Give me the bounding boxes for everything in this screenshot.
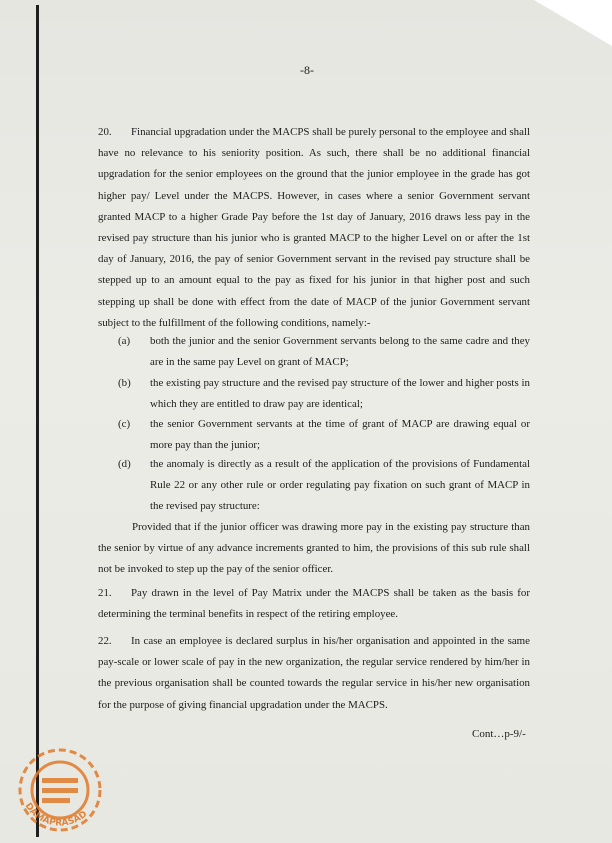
paragraph-text: Pay drawn in the level of Pay Matrix under the MACPS shall be taken as the basis for determining the terminal benefits in respect of the retiring employee. xyxy=(98,587,530,621)
paragraph-number: 22. xyxy=(98,635,112,647)
paragraph-text: Financial upgradation under the MACPS shall be purely personal to the employee and shall have no relevance to his seniority position. As such, there shall be no additional financial upgradation for the senior employees on the ground that the junior employee in the grade has got higher pay/ Level under the MACPS. However, in cases where a senior Government servant granted MACP to a higher Grade Pay before the 1st day of January, 2016 draws less pay in the revised pay structure than his junior who is granted MACP to the higher Level on or after the 1st day of January, 2016, the pay of senior Government servant in the revised pay structure shall be stepped up to an amount equal to the pay as fixed for his junior in that higher post and such stepping up shall be done with effect from the date of MACP of the junior Government servant subject to the fulfillment of the following conditions, namely:- xyxy=(98,126,530,329)
folded-corner xyxy=(534,0,612,46)
svg-text:DAMAPRASAD xyxy=(23,801,90,828)
continuation-note: Cont…p-9/- xyxy=(472,728,526,740)
paragraph-21 xyxy=(98,583,530,625)
condition-text: the senior Government servants at the time of grant of MACP are drawing equal or more pay than the junior; xyxy=(150,418,530,452)
condition-label: (d) xyxy=(118,458,131,470)
paragraph-number: 21. xyxy=(98,587,112,599)
paragraph-number: 20. xyxy=(98,126,112,138)
paragraph-text: In case an employee is declared surplus in his/her organisation and appointed in the same pay-scale or lower scale of pay in the new organization, the regular service rendered by him/her in the previous organisation shall be counted towards the regular service in his/her new organisation for the purpose of giving financial upgradation under the MACPS. xyxy=(98,635,530,711)
paragraph-22 xyxy=(98,631,530,716)
paragraph-20 xyxy=(98,122,530,334)
condition-text: the anomaly is directly as a result of the application of the provisions of Fundamental Rule 22 or any other rule or order regulating pay fixation on such grant of MACP in the revised pay structure: xyxy=(150,458,530,513)
condition-label: (b) xyxy=(118,377,131,389)
margin-line xyxy=(36,5,39,837)
condition-label: (a) xyxy=(118,335,131,347)
condition-label: (c) xyxy=(118,418,131,430)
proviso-paragraph: Provided that if the junior officer was drawing more pay in the existing pay structure than the senior by virtue of any advance increments granted to him, the provisions of this sub rule shall not be invoked to step up the pay of the senior officer. xyxy=(98,521,530,576)
stamp-text: DAMAPRASAD xyxy=(22,801,90,829)
condition-text: both the junior and the senior Government servants belong to the same cadre and they are in the same pay Level on grant of MACP; xyxy=(150,335,530,369)
page-number: -8- xyxy=(300,63,314,77)
condition-text: the existing pay structure and the revised pay structure of the lower and higher posts in which they are entitled to draw pay are identical; xyxy=(150,377,530,411)
seal-stamp-icon xyxy=(2,738,120,840)
